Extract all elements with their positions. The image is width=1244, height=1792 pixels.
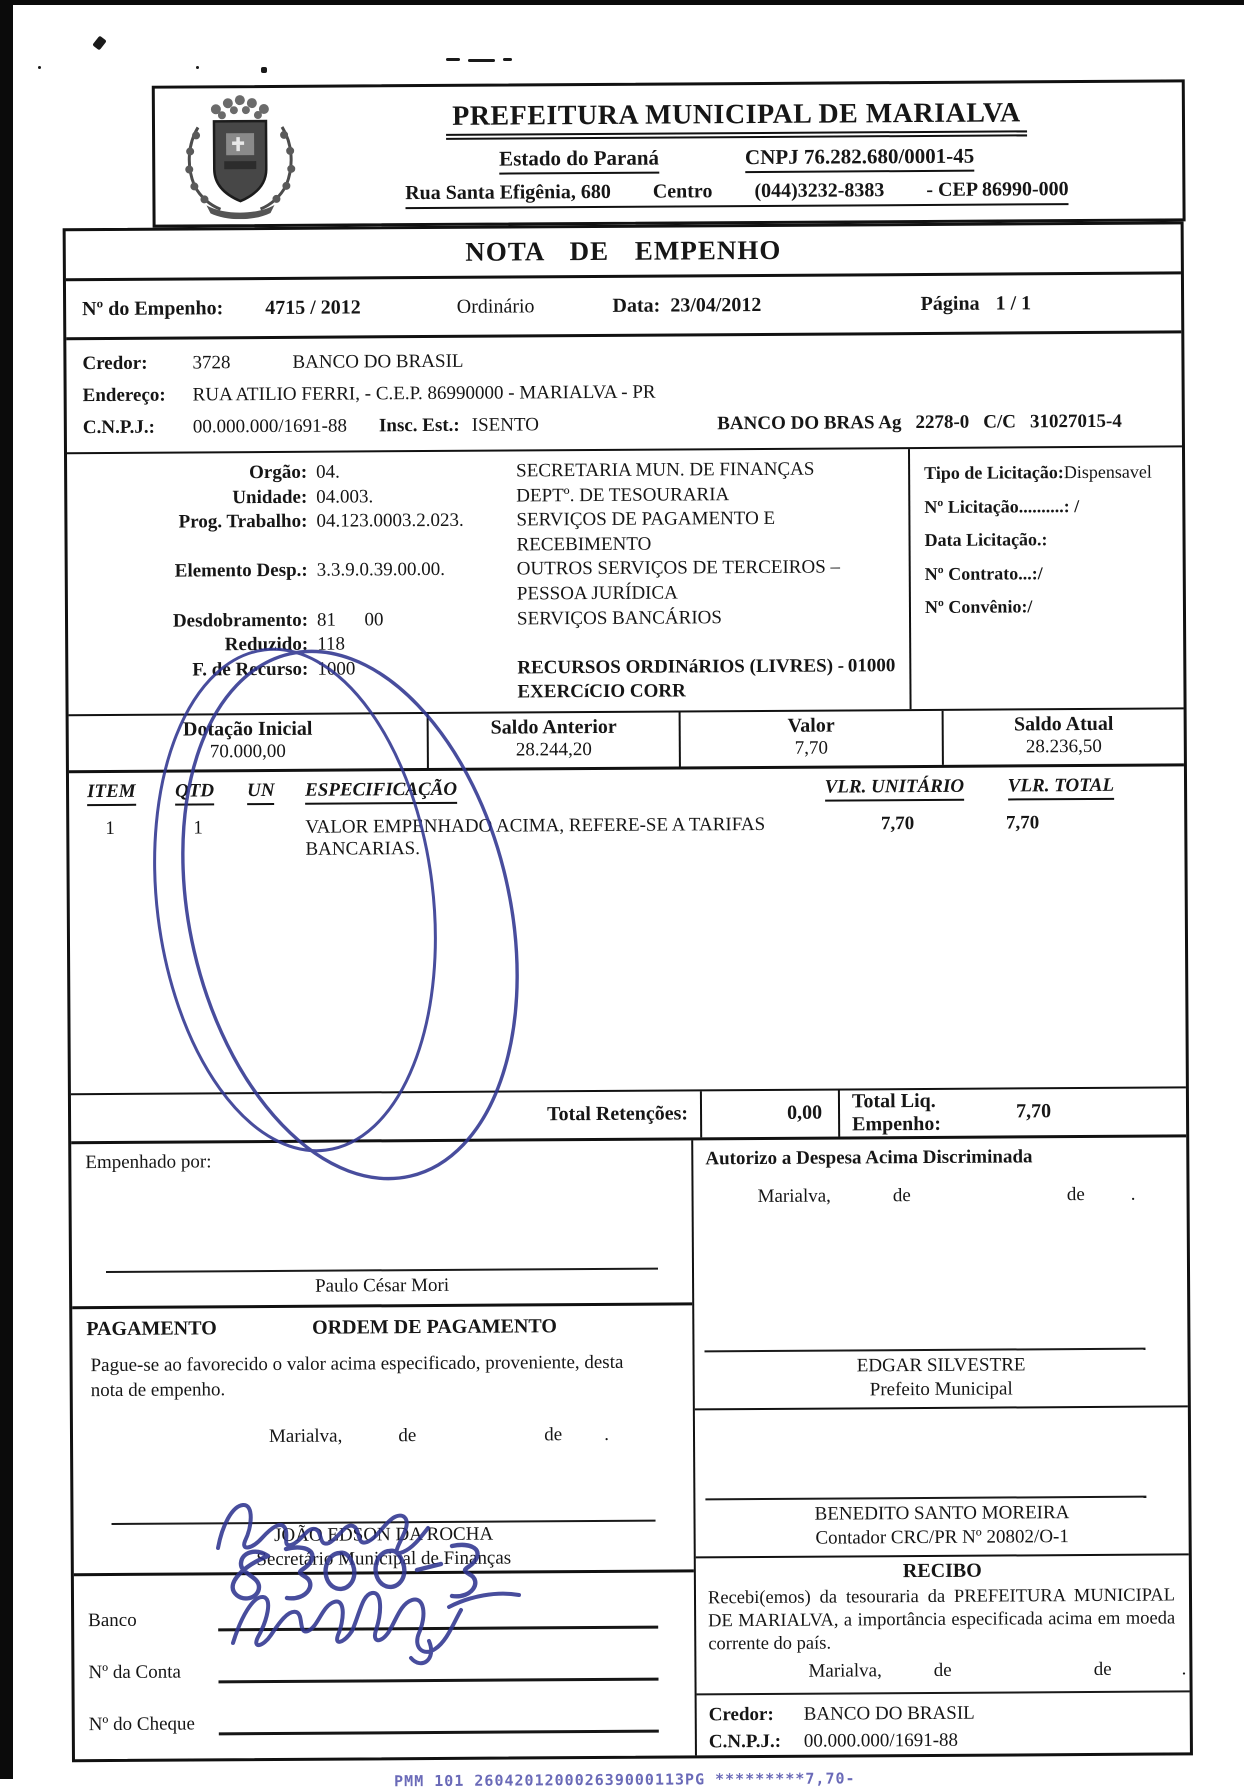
scan-speck — [468, 59, 495, 62]
signer-role: Secretário Municipal de Finanças — [256, 1547, 512, 1571]
receipt-creditor-label: Credor: — [708, 1703, 774, 1726]
creditor-label: Credor: — [82, 352, 148, 375]
creditor-cnpj-label: C.N.P.J.: — [82, 416, 156, 439]
account-field — [74, 1647, 694, 1684]
right-column — [693, 1137, 1190, 1755]
item-description: VALOR EMPENHADO ACIMA, REFERE-SE A TARIFAS BANCARIAS. — [305, 813, 766, 860]
district: Centro — [652, 180, 713, 203]
payment-order-block — [72, 1305, 694, 1576]
item-row — [69, 811, 1184, 862]
bank-account-group — [717, 406, 1122, 440]
amounts-row — [69, 709, 1184, 773]
item-col-header: ITEM — [87, 781, 136, 806]
saldo-anterior-value: 28.244,20 — [515, 738, 592, 761]
recibo-title: RECIBO — [902, 1559, 982, 1583]
item-total-price: 7,70 — [1005, 812, 1040, 834]
street-address: Rua Santa Efigênia, 680 — [405, 180, 611, 205]
licitacao-tipo-label: Tipo de Licitação: — [924, 462, 1064, 483]
bank-agency-value: 2278-0 — [915, 411, 970, 434]
licitacao-data: Data Licitação.: — [924, 529, 1048, 550]
scan-edge-top-line — [6, 0, 1244, 5]
item-unit-price: 7,70 — [880, 812, 915, 835]
prog-trabalho-label: Prog. Trabalho: — [178, 510, 308, 533]
items-table — [69, 766, 1186, 1095]
empenho-type: Ordinário — [456, 294, 535, 318]
receipt-creditor-value: BANCO DO BRASIL — [803, 1702, 975, 1725]
cep: - CEP 86990-000 — [926, 178, 1069, 201]
cheque-field — [75, 1699, 695, 1736]
item-un — [247, 817, 305, 861]
orgao-label: Orgão: — [249, 461, 308, 484]
licitacao-tipo — [924, 461, 1182, 484]
receipt-cnpj-row — [709, 1725, 1190, 1755]
contrato-numero: Nº Contrato...:/ — [924, 562, 1043, 584]
signer-name: Paulo César Mori — [314, 1274, 450, 1297]
address-value: RUA ATILIO FERRI, - C.E.P. 86990000 - MARIALVA - PR — [192, 381, 656, 406]
letterhead-row2 — [499, 144, 974, 175]
scan-edge-strip — [0, 0, 13, 1779]
retentions-value: 0,00 — [700, 1090, 840, 1137]
reduzido-desc — [517, 646, 909, 648]
state-label: Estado do Paraná — [499, 146, 659, 175]
signer-name: BENEDITO SANTO MOREIRA — [814, 1502, 1070, 1525]
address-label: Endereço: — [82, 384, 166, 407]
spec-col-header: ESPECIFICAÇÃO — [305, 779, 457, 805]
signer-role: Contador CRC/PR Nº 20802/O-1 — [815, 1526, 1069, 1549]
city-date-line — [696, 1658, 1189, 1683]
ordem-pagamento-title: ORDEM DE PAGAMENTO — [312, 1315, 558, 1339]
receipt-cnpj-value: 00.000.000/1691-88 — [803, 1729, 959, 1752]
orgao-desc: SECRETARIA MUN. DE FINANÇAS — [516, 458, 815, 482]
creditor-code: 3728 — [192, 352, 231, 374]
receipt-creditor-row — [709, 1698, 1190, 1728]
licitacao-tipo-value: Dispensavel — [1063, 461, 1152, 483]
date-of-word: de — [1093, 1658, 1112, 1680]
bank-field — [74, 1595, 694, 1632]
state-registration-value: ISENTO — [471, 414, 539, 436]
municipality-title: PREFEITURA MUNICIPAL DE MARIALVA — [446, 97, 1027, 140]
liquid-total-cell — [840, 1088, 1186, 1136]
left-column — [71, 1140, 697, 1759]
scan-speck — [92, 36, 106, 51]
budget-row-elemento — [68, 555, 909, 609]
desdobramento-label: Desdobramento: — [172, 609, 309, 632]
date-label: Data: — [612, 294, 661, 317]
bank-agency-label: BANCO DO BRAS Ag — [717, 412, 902, 435]
fonte-recurso-desc: RECURSOS ORDINáRIOS (LIVRES) - EXERCíCIO CORR — [517, 655, 845, 703]
elemento-desc: OUTROS SERVIÇOS DE TERCEIROS – PESSOA JURÍDICA — [516, 556, 841, 605]
account-fill-line — [218, 1647, 658, 1683]
date-of-word: de — [933, 1659, 952, 1681]
liquid-total-value: 7,70 — [1015, 1100, 1052, 1123]
account-label: Nº da Conta — [88, 1661, 181, 1683]
unit-col-header: UN — [247, 780, 275, 805]
liquid-total-label: Total Liq. Empenho: — [851, 1089, 942, 1136]
unidade-label: Unidade: — [232, 486, 308, 508]
budget-classification-block — [67, 447, 1184, 716]
signer-name: EDGAR SILVESTRE — [856, 1354, 1026, 1377]
valor-header: Valor — [787, 714, 835, 737]
totals-row — [71, 1088, 1186, 1144]
marialva-coat-of-arms-logo — [155, 88, 326, 225]
receipt-creditor — [697, 1690, 1190, 1755]
saldo-atual-cell — [942, 709, 1184, 764]
phone: (044)3232-8383 — [754, 179, 885, 203]
page-value: 1 / 1 — [995, 291, 1032, 315]
empenho-number-value: 4715 / 2012 — [265, 295, 361, 319]
dotacao-inicial-header: Dotação Inicial — [182, 717, 313, 741]
valor-value: 7,70 — [794, 737, 829, 759]
document-title: NOTA DE EMPENHO — [66, 224, 1181, 281]
date-of-word: de — [398, 1425, 417, 1447]
reduzido-label: Reduzido: — [224, 633, 309, 656]
creditor-cnpj-value: 00.000.000/1691-88 — [192, 415, 348, 438]
scan-speck — [196, 66, 199, 69]
authorization-block — [693, 1137, 1188, 1410]
budget-row-prog-trabalho — [67, 506, 908, 560]
authorization-title: Autorizo a Despesa Acima Discriminada — [705, 1146, 1033, 1170]
budget-row-fonte-recurso — [68, 654, 909, 708]
saldo-anterior-cell — [427, 712, 679, 768]
scan-speck — [38, 66, 41, 69]
bank-account-label: C/C — [983, 411, 1017, 433]
period-mark: . — [1130, 1183, 1136, 1205]
item-qty: 1 — [193, 817, 203, 839]
coat-of-arms-icon — [176, 93, 305, 220]
date-of-word: de — [1066, 1183, 1085, 1206]
receipt-block — [696, 1555, 1190, 1755]
creditor-block — [66, 333, 1182, 454]
scan-speck — [446, 58, 460, 61]
state-registration-label: Insc. Est.: — [378, 414, 460, 437]
retentions-label: Total Retenções: — [547, 1102, 689, 1126]
city-date-line — [693, 1183, 1186, 1208]
cheque-fill-line — [219, 1699, 659, 1735]
prog-trabalho-code: 04.123.0003.2.023. — [316, 509, 464, 532]
saldo-anterior-header: Saldo Anterior — [490, 715, 617, 739]
item-number: 1 — [105, 817, 115, 839]
nota-de-empenho-form — [62, 79, 1193, 1792]
empenhado-por-label: Empenhado por: — [85, 1151, 212, 1174]
valor-cell — [679, 711, 942, 767]
cnpj-row — [67, 405, 1182, 444]
dotacao-inicial-cell — [69, 714, 427, 770]
scan-speck — [503, 58, 512, 61]
cnpj-label: CNPJ 76.282.680/0001-45 — [745, 144, 974, 173]
city-name: Marialva, — [268, 1425, 343, 1448]
empenho-number-row — [66, 274, 1181, 340]
signer-name: JOÃO EDSON DA ROCHA — [274, 1523, 494, 1546]
licitacao-numero: Nº Licitação..........: / — [924, 495, 1080, 517]
desdobramento-code: 81 00 — [316, 608, 384, 631]
bank-label: Banco — [88, 1609, 137, 1632]
desdobramento-desc: SERVIÇOS BANCÁRIOS — [516, 606, 722, 630]
pagamento-title: PAGAMENTO — [86, 1317, 217, 1341]
letterhead-row3 — [405, 178, 1069, 209]
fonte-recurso-extra: 01000 — [847, 654, 896, 677]
qty-col-header: QTD — [175, 780, 214, 805]
bank-account-value: 31027015-4 — [1029, 410, 1122, 433]
total-price-col-header: VLR. TOTAL — [1008, 775, 1114, 801]
date-of-word: de — [544, 1424, 563, 1446]
fonte-recurso-label: F. de Recurso: — [192, 658, 309, 681]
budget-row-desdobramento — [68, 605, 909, 635]
page-label: Página — [920, 292, 980, 315]
bank-fill-line — [218, 1596, 658, 1632]
items-header — [69, 774, 1184, 806]
city-name: Marialva, — [757, 1185, 831, 1207]
licitacao-panel — [908, 447, 1184, 709]
cheque-label: Nº do Cheque — [88, 1713, 195, 1735]
letterhead-text — [325, 82, 1183, 223]
convenio-numero: Nº Convênio:/ — [924, 596, 1033, 617]
unidade-code: 04.003. — [316, 485, 374, 508]
unidade-desc: DEPTº. DE TESOURARIA — [516, 483, 730, 507]
signatures-area — [71, 1137, 1190, 1759]
dotacao-inicial-value: 70.000,00 — [209, 740, 286, 763]
payment-order-text: Pague-se ao favorecido o valor acima especificado, proveniente, desta nota de empenho. — [90, 1351, 624, 1402]
city-name: Marialva, — [808, 1660, 882, 1682]
scan-speck — [261, 67, 267, 73]
date-of-word: de — [892, 1185, 911, 1207]
period-mark: . — [604, 1424, 610, 1446]
form-body — [63, 221, 1193, 1762]
saldo-atual-header: Saldo Atual — [1013, 712, 1114, 736]
unit-price-col-header: VLR. UNITÁRIO — [825, 776, 965, 802]
accountant-block — [695, 1407, 1189, 1558]
letterhead — [152, 79, 1186, 227]
bank-fields-block — [74, 1572, 695, 1759]
saldo-atual-value: 28.236,50 — [1025, 735, 1102, 758]
prog-trabalho-desc: SERVIÇOS DE PAGAMENTO E RECEBIMENTO — [516, 508, 776, 556]
elemento-code: 3.3.9.0.39.00.00. — [316, 559, 446, 582]
orgao-code: 04. — [316, 461, 340, 483]
empenho-number-label: Nº do Empenho: — [82, 296, 224, 320]
signer-role: Prefeito Municipal — [869, 1378, 1013, 1401]
elemento-label: Elemento Desp.: — [174, 560, 308, 582]
recibo-text: Recebi(emos) da tesouraria da PREFEITURA MUNICIPAL DE MARIALVA, a importância especificada acima em moeda corrente do país. — [707, 1585, 1176, 1655]
date-value: 23/04/2012 — [670, 293, 762, 317]
page-indicator — [921, 292, 1032, 316]
fonte-recurso-code: 1000 — [317, 658, 356, 680]
receipt-cnpj-label: C.N.P.J.: — [708, 1730, 782, 1753]
reduzido-code: 118 — [317, 633, 346, 655]
empenhado-por-block — [71, 1140, 692, 1309]
creditor-name: BANCO DO BRASIL — [292, 350, 464, 373]
machine-printed-validation-line: PMM 101 260420120002639000113PG *********7,70- — [394, 1769, 856, 1790]
budget-rows — [67, 449, 910, 714]
period-mark: . — [1181, 1658, 1187, 1680]
